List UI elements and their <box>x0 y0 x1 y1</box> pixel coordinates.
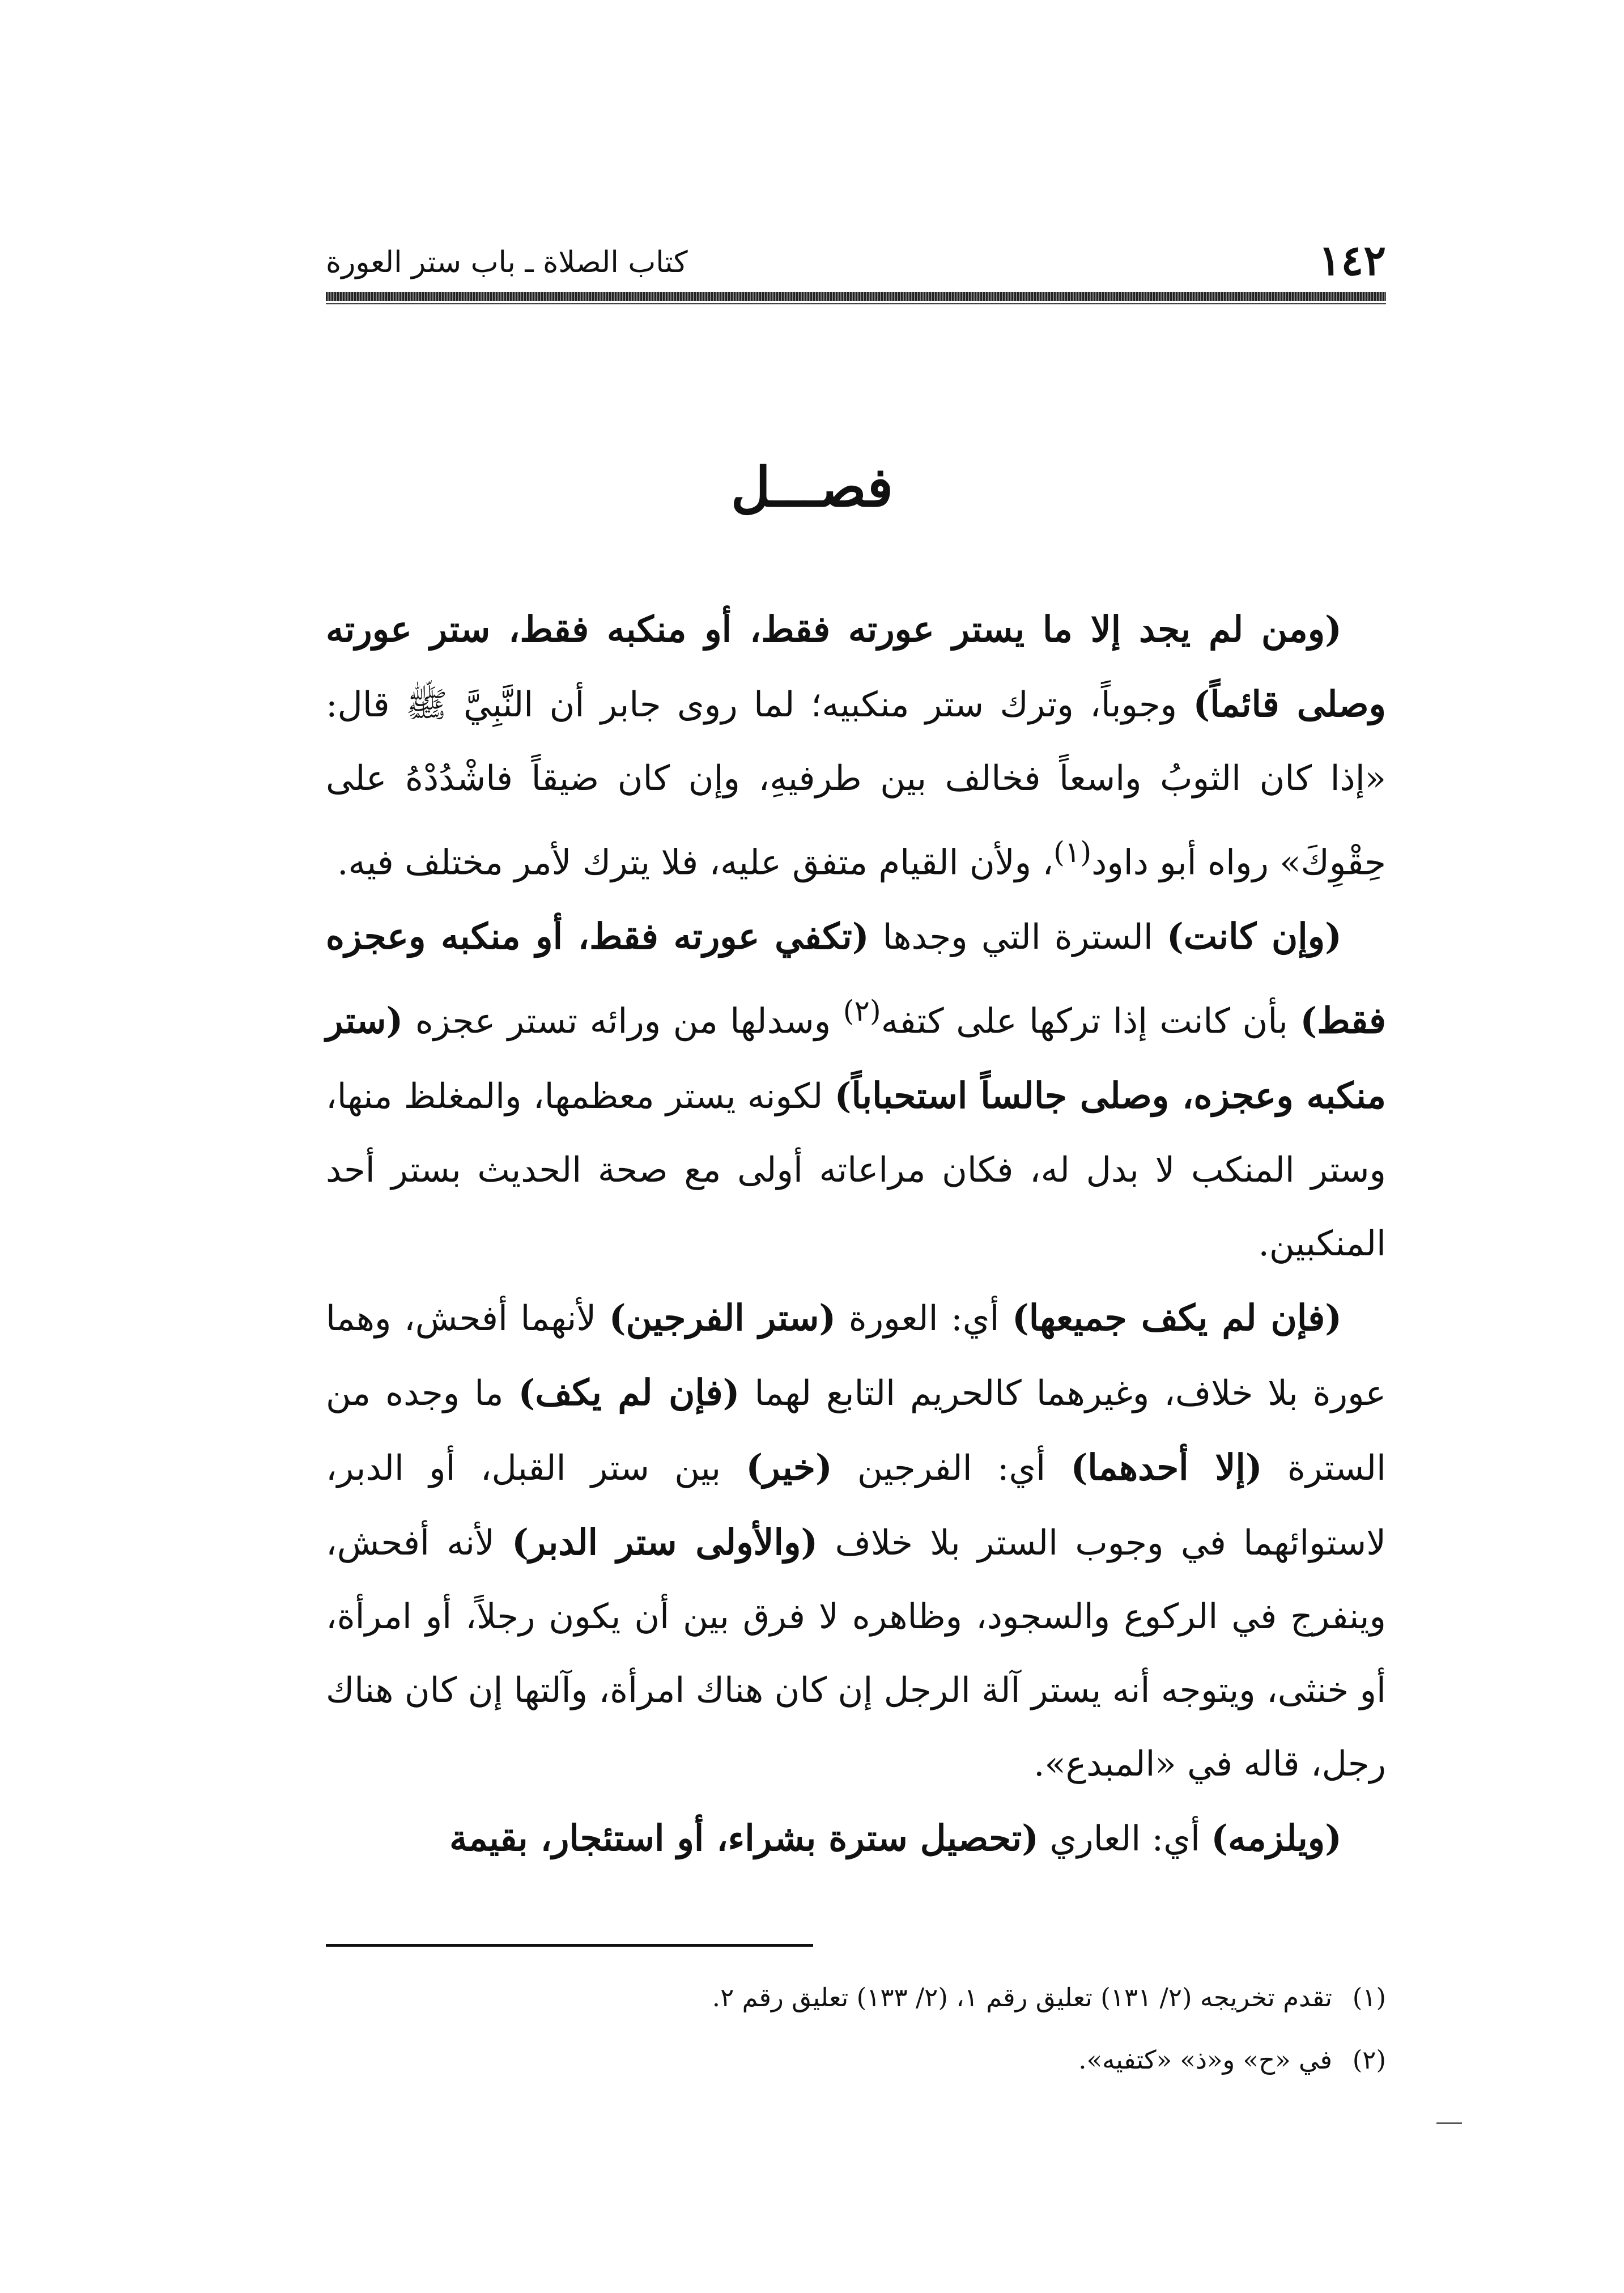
matn-text: (وإن كانت) <box>1166 915 1342 958</box>
sharh-text: لأنهما أفحش، وهما عورة بلا خلاف، وغيرهما كالحريم التابع لهما <box>326 1298 1387 1413</box>
footnotes <box>326 1967 1386 2091</box>
sharh-text: أي: الفرجين <box>832 1447 1071 1488</box>
header-rule <box>326 292 1386 301</box>
matn-text: (تكفي عورته فقط، أو منكبه وعجزه فقط) <box>326 915 1386 1042</box>
matn-text: (تحصيل سترة بشراء، أو استئجار، بقيمة <box>449 1816 1039 1859</box>
paragraph <box>326 1801 1386 1876</box>
matn-text: (والأولى ستر الدبر) <box>512 1521 818 1563</box>
margin-mark <box>1436 2122 1462 2124</box>
footnote-ref: (١) <box>1053 835 1092 869</box>
sharh-text: لكونه يستر معظمها، والمغلظ منها، وستر المنكب لا بدل له، فكان مراعاته أولى مع صحة الحديث بستر أحد المنكبين. <box>326 1076 1386 1264</box>
paragraph <box>326 899 1386 1280</box>
sharh-text: وسدلها من ورائه تستر عجزه <box>403 1001 843 1042</box>
sharh-text: ، ولأن القيام متفق عليه، فلا يترك لأمر مختلف فيه. <box>337 842 1054 883</box>
paragraph <box>326 592 1386 899</box>
sharh-text: لأنه أفحش، وينفرج في الركوع والسجود، وظاهره لا فرق بين أن يكون رجلاً، أو امرأة، أو خنثى، ويتوجه أنه يستر آلة الرجل إن كان هناك امرأة، وآلتها إن كان هناك رجل، قاله في «المبدع». <box>326 1522 1386 1784</box>
matn-text: (فإن لم يكف) <box>518 1371 740 1413</box>
footnote-ref: (٢) <box>843 994 881 1028</box>
sharh-text: وجوباً، وترك ستر منكبيه؛ لما روى جابر أن النَّبِيَّ ﷺ قال: «إذا كان الثوبُ واسعاً فخالف بين طرفيهِ، وإن كان ضيقاً فاشْدُدْهُ على حِقْوِكَ» رواه أبو داود <box>326 685 1386 883</box>
matn-text: (خير) <box>746 1446 832 1488</box>
sharh-text: بأن كانت إذا تركها على كتفه <box>881 1001 1300 1042</box>
sharh-text: ما وجده من السترة <box>326 1373 1386 1488</box>
matn-text: (إلا أحدهما) <box>1070 1446 1262 1488</box>
section-title: فصـــل <box>730 455 894 519</box>
matn-text: (ويلزمه) <box>1211 1816 1342 1859</box>
matn-text: (فإن لم يكف جميعها) <box>1011 1296 1342 1339</box>
page-header <box>326 235 1386 286</box>
footnote-rule <box>326 1944 813 1947</box>
sharh-text: بين ستر القبل، أو الدبر، لاستوائهما في وجوب الستر بلا خلاف <box>326 1447 1386 1563</box>
matn-text: (ومن لم يجد إلا ما يستر عورته فقط، أو منكبه فقط، ستر عورته وصلى قائماً) <box>326 608 1386 725</box>
footnote <box>326 1967 1386 2029</box>
footnote-number: (١) <box>1352 1982 1386 2012</box>
running-title: كتاب الصلاة ـ باب ستر العورة <box>326 245 688 279</box>
matn-text: (ستر منكبه وعجزه، وصلى جالساً استحباباً) <box>326 999 1386 1116</box>
page-number: ١٤٢ <box>1318 236 1386 285</box>
footnote-number: (٢) <box>1352 2045 1386 2075</box>
paragraph <box>326 1281 1386 1801</box>
footnote-text: في «ح» و«ذ» «كتفيه». <box>1078 2045 1332 2075</box>
footnote <box>326 2029 1386 2091</box>
footnote-text: تقدم تخريجه (٢/ ١٣١) تعليق رقم ١، (٢/ ١٣٣) تعليق رقم ٢. <box>712 1982 1332 2012</box>
sharh-text: أي: العورة <box>836 1298 1012 1339</box>
matn-text: (ستر الفرجين) <box>609 1296 836 1339</box>
body-text <box>326 592 1386 1876</box>
sharh-text: السترة التي وجدها <box>869 917 1167 958</box>
sharh-text: أي: العاري <box>1039 1818 1211 1859</box>
